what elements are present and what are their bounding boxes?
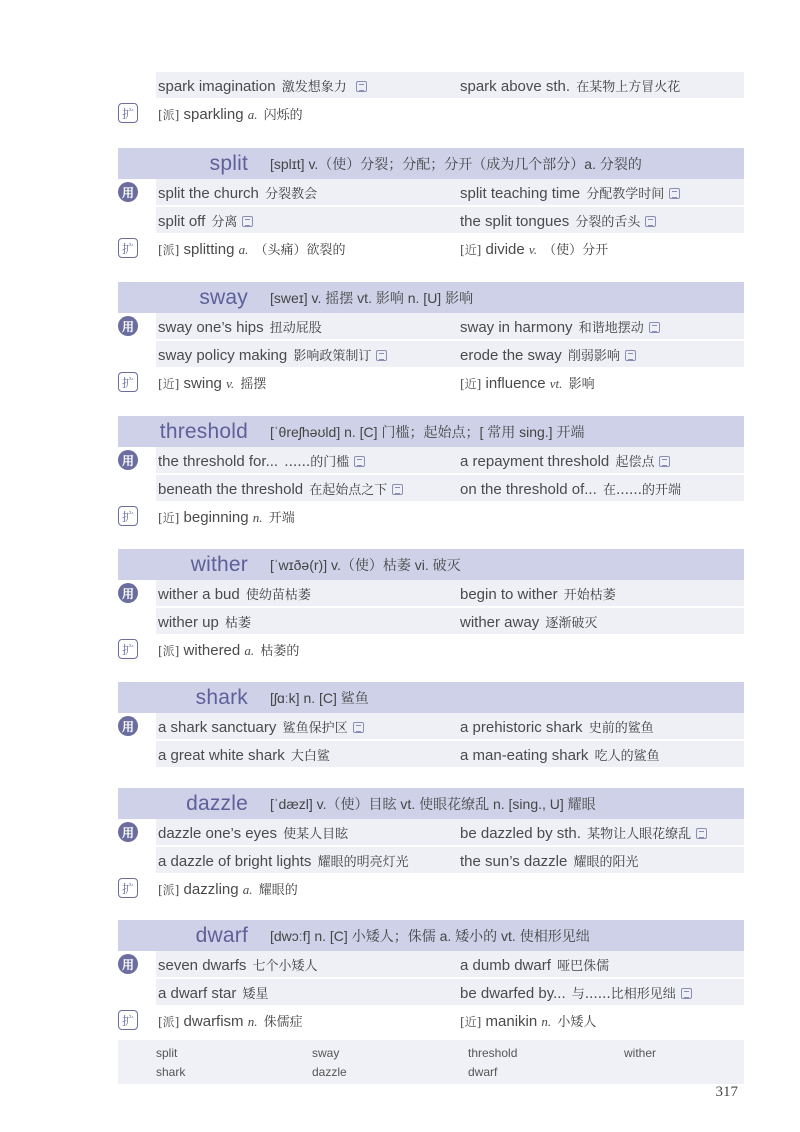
ext-cn: （头痛）欲裂的 (254, 243, 346, 258)
ext-badge-icon: 扩 (118, 238, 138, 258)
ext-badge-icon: 扩 (118, 372, 138, 392)
ext-pos: v. (528, 242, 537, 257)
headword-definition: [dwɔːf] n. [C] 小矮人；侏儒 a. 矮小的 vt. 使相形见绌 (270, 927, 590, 944)
ext-left (158, 1011, 303, 1030)
audio-icon (356, 81, 367, 92)
ext-badge-icon: 扩 (118, 639, 138, 659)
phrase-en: split teaching time (460, 185, 581, 202)
usage-right (460, 479, 681, 498)
usage-row (118, 847, 744, 875)
ext-tag: [近] (460, 377, 482, 391)
usage-row (118, 951, 744, 979)
ext-tag: [派] (158, 883, 180, 897)
phrase-en: a repayment threshold (460, 453, 610, 470)
ext-word: withered (183, 642, 241, 659)
phrase-en: dazzle one’s eyes (158, 825, 277, 842)
usage-badge-icon: 用 (118, 450, 138, 470)
ext-pos: a. (244, 643, 255, 658)
phrase-en: a dwarf star (158, 985, 237, 1002)
phrase-cn: 开始枯萎 (563, 588, 616, 603)
phrase-en: be dazzled by sth. (460, 825, 581, 842)
phrase-cn: 矮星 (242, 987, 269, 1002)
ext-badge-icon: 扩 (118, 1010, 138, 1030)
phrase-cn: 枯萎 (225, 616, 252, 631)
usage-left (158, 451, 365, 470)
usage-right (460, 317, 660, 336)
headword-bar (118, 920, 744, 951)
ext-word: dazzling (183, 881, 239, 898)
usage-row (118, 72, 744, 100)
ext-pos: v. (226, 376, 235, 391)
word-summary-box (118, 1040, 744, 1084)
ext-cn: 小矮人 (557, 1015, 597, 1030)
usage-left (158, 317, 322, 336)
entry-sway (118, 282, 744, 397)
ext-pos: a. (238, 242, 249, 257)
phrase-cn: 七个小矮人 (252, 959, 318, 974)
phrase-cn: 在……的开端 (602, 483, 681, 498)
summary-word: sway (312, 1046, 340, 1060)
usage-row (118, 713, 744, 741)
phrase-cn: 吃人的鲨鱼 (594, 749, 660, 764)
ext-word: swing (183, 375, 222, 392)
ext-word: beginning (183, 509, 249, 526)
phrase-en: erode the sway (460, 347, 562, 364)
ext-right (460, 239, 608, 258)
phrase-cn: 在起始点之下 (309, 483, 388, 498)
usage-row (118, 447, 744, 475)
ext-tag: [派] (158, 243, 180, 257)
phrase-cn: 分离 (211, 215, 238, 230)
usage-row (118, 207, 744, 235)
usage-left (158, 211, 253, 230)
phrase-cn: 和谐地摆动 (578, 321, 644, 336)
phrase-en: sway one’s hips (158, 319, 264, 336)
headword: sway (199, 285, 248, 309)
usage-badge-icon: 用 (118, 716, 138, 736)
summary-word: split (156, 1046, 178, 1060)
audio-icon (696, 828, 707, 839)
ext-tag: [近] (158, 511, 180, 525)
usage-row (118, 475, 744, 503)
usage-row (118, 741, 744, 769)
summary-word: wither (624, 1046, 657, 1060)
phrase-cn: 鲨鱼保护区 (282, 721, 348, 736)
phrase-cn: 与……比相形见绌 (571, 987, 676, 1002)
phrase-en: wither a bud (158, 586, 240, 603)
ext-word: manikin (485, 1013, 538, 1030)
phrase-en: sway policy making (158, 347, 288, 364)
audio-icon (649, 322, 660, 333)
usage-row (118, 608, 744, 636)
page-number: 317 (715, 1084, 738, 1100)
entry-dazzle (118, 788, 744, 903)
phrase-cn: 哑巴侏儒 (557, 959, 610, 974)
phrase-cn: 扭动屁股 (269, 321, 322, 336)
usage-left (158, 983, 269, 1002)
phrase-cn: 某物让人眼花缭乱 (587, 827, 692, 842)
usage-badge-icon: 用 (118, 822, 138, 842)
usage-right (460, 955, 609, 974)
phrase-en: spark above sth. (460, 78, 571, 95)
usage-left (158, 345, 387, 364)
phrase-cn: 激发想象力 (281, 80, 347, 95)
usage-right (460, 584, 616, 603)
ext-left (158, 373, 266, 392)
usage-row (118, 819, 744, 847)
phrase-cn: 影响政策制订 (293, 349, 372, 364)
ext-tag: [近] (460, 243, 482, 257)
headword: threshold (159, 419, 248, 443)
ext-cn: 摇摆 (240, 377, 267, 392)
audio-icon (242, 216, 253, 227)
usage-badge-icon: 用 (118, 583, 138, 603)
ext-badge-icon: 扩 (118, 506, 138, 526)
ext-tag: [近] (460, 1015, 482, 1029)
phrase-en: be dwarfed by... (460, 985, 566, 1002)
usage-left (158, 955, 318, 974)
entry-threshold (118, 416, 744, 531)
headword-bar (118, 788, 744, 819)
ext-left (158, 879, 298, 898)
ext-pos: a. (247, 107, 258, 122)
phrase-en: wither up (158, 614, 219, 631)
ext-word: dwarfism (183, 1013, 244, 1030)
ext-row (118, 100, 744, 128)
ext-row (118, 636, 744, 664)
ext-tag: [派] (158, 108, 180, 122)
ext-cn: 枯萎的 (260, 644, 300, 659)
phrase-cn: 逐渐破灭 (545, 616, 598, 631)
summary-word: threshold (468, 1046, 518, 1060)
phrase-cn: 大白鲨 (290, 749, 330, 764)
usage-right (460, 76, 680, 95)
entry-wither (118, 549, 744, 664)
usage-left (158, 76, 367, 95)
phrase-en: a prehistoric shark (460, 719, 583, 736)
audio-icon (354, 456, 365, 467)
phrase-cn: 分裂教会 (265, 187, 318, 202)
ext-word: divide (485, 241, 525, 258)
ext-left (158, 640, 299, 659)
headword-definition: [ˈθreʃhəʊld] n. [C] 门槛；起始点；[ 常用 sing.] 开端 (270, 423, 585, 440)
audio-icon (659, 456, 670, 467)
ext-row (118, 235, 744, 263)
ext-row (118, 875, 744, 903)
ext-word: sparkling (183, 106, 244, 123)
usage-right (460, 451, 670, 470)
ext-row (118, 503, 744, 531)
ext-left (158, 239, 346, 258)
usage-left (158, 584, 311, 603)
usage-left (158, 183, 317, 202)
phrase-en: sway in harmony (460, 319, 573, 336)
headword: dazzle (186, 791, 248, 815)
ext-cn: 影响 (568, 377, 595, 392)
ext-pos: a. (242, 882, 253, 897)
usage-badge-icon: 用 (118, 316, 138, 336)
audio-icon (376, 350, 387, 361)
phrase-cn: 分裂的舌头 (575, 215, 641, 230)
ext-right (460, 1011, 596, 1030)
phrase-cn: 使幼苗枯萎 (245, 588, 311, 603)
usage-left (158, 851, 409, 870)
phrase-en: on the threshold of... (460, 481, 597, 498)
usage-row (118, 580, 744, 608)
phrase-cn: 分配教学时间 (586, 187, 665, 202)
audio-icon (645, 216, 656, 227)
phrase-cn: ……的门槛 (284, 455, 350, 470)
phrase-en: the sun’s dazzle (460, 853, 568, 870)
headword-bar (118, 282, 744, 313)
phrase-cn: 耀眼的阳光 (573, 855, 639, 870)
usage-right (460, 745, 660, 764)
headword-definition: [splɪt] v.（使）分裂；分配；分开（成为几个部分）a. 分裂的 (270, 155, 642, 172)
usage-right (460, 612, 597, 631)
phrase-cn: 使某人目眩 (283, 827, 349, 842)
usage-right (460, 983, 692, 1002)
usage-right (460, 211, 656, 230)
usage-left (158, 745, 330, 764)
usage-badge-icon: 用 (118, 182, 138, 202)
headword-definition: [ˈwɪðə(r)] v.（使）枯萎 vi. 破灭 (270, 556, 461, 573)
ext-cn: 侏儒症 (263, 1015, 303, 1030)
ext-left (158, 104, 303, 123)
headword-bar (118, 549, 744, 580)
headword: split (209, 151, 248, 175)
phrase-en: a shark sanctuary (158, 719, 277, 736)
headword-bar (118, 416, 744, 447)
ext-cn: 耀眼的 (258, 883, 298, 898)
phrase-en: a great white shark (158, 747, 285, 764)
headword: wither (190, 552, 248, 576)
phrase-cn: 起偿点 (615, 455, 655, 470)
usage-left (158, 823, 348, 842)
usage-row (118, 179, 744, 207)
usage-left (158, 479, 403, 498)
headword-definition: [ˈdæzl] v.（使）目眩 vt. 使眼花缭乱 n. [sing., U] 耀眼 (270, 795, 596, 812)
audio-icon (392, 484, 403, 495)
usage-row (118, 341, 744, 369)
phrase-cn: 削弱影响 (567, 349, 620, 364)
audio-icon (681, 988, 692, 999)
headword: dwarf (195, 923, 248, 947)
spark-continuation (118, 72, 744, 128)
usage-left (158, 612, 251, 631)
phrase-en: wither away (460, 614, 540, 631)
phrase-en: the split tongues (460, 213, 570, 230)
phrase-en: spark imagination (158, 78, 276, 95)
ext-cn: （使）分开 (543, 243, 609, 258)
ext-row (118, 369, 744, 397)
usage-row (118, 979, 744, 1007)
ext-pos: n. (247, 1014, 258, 1029)
ext-pos: vt. (549, 376, 563, 391)
headword-bar (118, 682, 744, 713)
usage-right (460, 183, 680, 202)
summary-word: dwarf (468, 1065, 498, 1079)
usage-right (460, 823, 707, 842)
ext-tag: [派] (158, 1015, 180, 1029)
usage-right (460, 345, 636, 364)
phrase-cn: 耀眼的明亮灯光 (317, 855, 409, 870)
usage-right (460, 851, 638, 870)
headword-bar (118, 148, 744, 179)
phrase-cn: 史前的鲨鱼 (588, 721, 654, 736)
phrase-en: beneath the threshold (158, 481, 304, 498)
ext-tag: [派] (158, 644, 180, 658)
ext-cn: 闪烁的 (263, 108, 303, 123)
summary-word: dazzle (312, 1065, 347, 1079)
ext-pos: n. (252, 510, 263, 525)
phrase-en: begin to wither (460, 586, 558, 603)
usage-left (158, 717, 364, 736)
phrase-en: a man-eating shark (460, 747, 589, 764)
audio-icon (669, 188, 680, 199)
ext-badge-icon: 扩 (118, 103, 138, 123)
usage-right (460, 717, 654, 736)
phrase-cn: 在某物上方冒火花 (576, 80, 681, 95)
ext-word: splitting (183, 241, 235, 258)
ext-pos: n. (541, 1014, 552, 1029)
audio-icon (625, 350, 636, 361)
usage-row (118, 313, 744, 341)
ext-tag: [近] (158, 377, 180, 391)
headword-definition: [sweɪ] v. 摇摆 vt. 影响 n. [U] 影响 (270, 289, 474, 306)
ext-right (460, 373, 595, 392)
phrase-en: seven dwarfs (158, 957, 247, 974)
phrase-en: a dazzle of bright lights (158, 853, 312, 870)
ext-badge-icon: 扩 (118, 878, 138, 898)
entry-shark (118, 682, 744, 769)
phrase-en: the threshold for... (158, 453, 279, 470)
ext-cn: 开端 (268, 511, 295, 526)
ext-word: influence (485, 375, 546, 392)
entry-split (118, 148, 744, 263)
usage-badge-icon: 用 (118, 954, 138, 974)
headword: shark (195, 685, 248, 709)
headword-definition: [ʃɑːk] n. [C] 鲨鱼 (270, 689, 369, 706)
ext-row (118, 1007, 744, 1035)
summary-word: shark (156, 1065, 186, 1079)
phrase-en: a dumb dwarf (460, 957, 551, 974)
phrase-en: split the church (158, 185, 259, 202)
entry-dwarf (118, 920, 744, 1035)
phrase-en: split off (158, 213, 206, 230)
ext-left (158, 507, 295, 526)
audio-icon (353, 722, 364, 733)
